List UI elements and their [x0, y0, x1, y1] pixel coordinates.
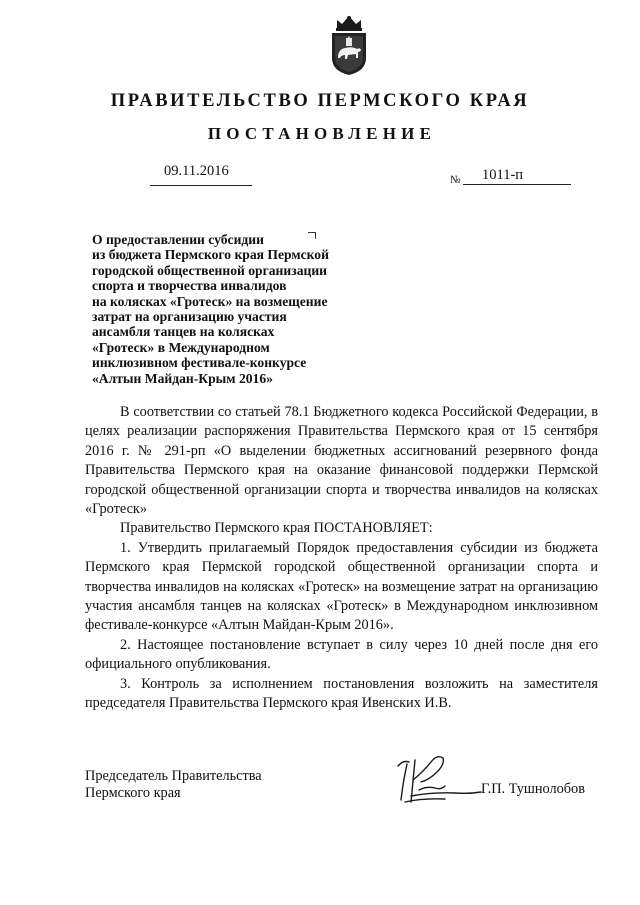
signer-name: Г.П. Тушнолобов [481, 781, 585, 797]
body-paragraph-preamble: В соответствии со статьей 78.1 Бюджетного кодекса Российской Федерации, в целях реализации распоряжения Правительства Пермского края от 15 сентября 2016 г. № 291-рп «О выделении бюджетных ассигнований резервного фонда Правительства Пермского края на оказание финансовой поддержки Пермской городской общественной организации спорта и творчества инвалидов на колясках «Гротеск» [85, 404, 598, 518]
coat-of-arms-icon [328, 14, 370, 76]
body-paragraph-item-2: 2. Настоящее постановление вступает в силу через 10 дней после дня его официального опубликования. [85, 636, 598, 673]
date-underline [150, 185, 252, 186]
document-type-title: ПОСТАНОВЛЕНИЕ [207, 124, 437, 143]
document-date: 09.11.2016 [164, 163, 229, 179]
subject-corner-mark [308, 232, 316, 239]
body-paragraph-item-3: 3. Контроль за исполнением постановления возложить на заместителя председателя Правительства Пермского края Ивенских И.В. [85, 675, 598, 712]
document-subject: О предоставлении субсидии из бюджета Пермского края Пермской городской общественной организации спорта и творчества инвалидов на колясках «Гротеск» на возмещение затрат на организацию участия ансамбля танцев на колясках «Гротеск» в Международном инклюзивном фестивале-конкурсе «Алтын Майдан-Крым 2016» [92, 232, 329, 386]
body-paragraph-resolves: Правительство Пермского края ПОСТАНОВЛЯЕТ: [120, 520, 433, 537]
body-paragraph-item-1: 1. Утвердить прилагаемый Порядок предоставления субсидии из бюджета Пермского края Пермской городской общественной организации спорта и творчества инвалидов на колясках «Гротеск» на возмещение затрат на организацию участия ансамбля танцев на колясках «Гротеск» в Международном инклюзивном фестивале-конкурсе «Алтын Майдан-Крым 2016». [85, 539, 598, 634]
handwritten-signature-icon [393, 752, 489, 810]
document-number: 1011-п [482, 167, 524, 183]
number-sign: № [450, 174, 461, 186]
number-underline [463, 184, 571, 185]
signer-position: Председатель Правительства Пермского края [85, 768, 262, 801]
document-body [85, 403, 598, 714]
organization-title: ПРАВИТЕЛЬСТВО ПЕРМСКОГО КРАЯ [110, 91, 530, 111]
